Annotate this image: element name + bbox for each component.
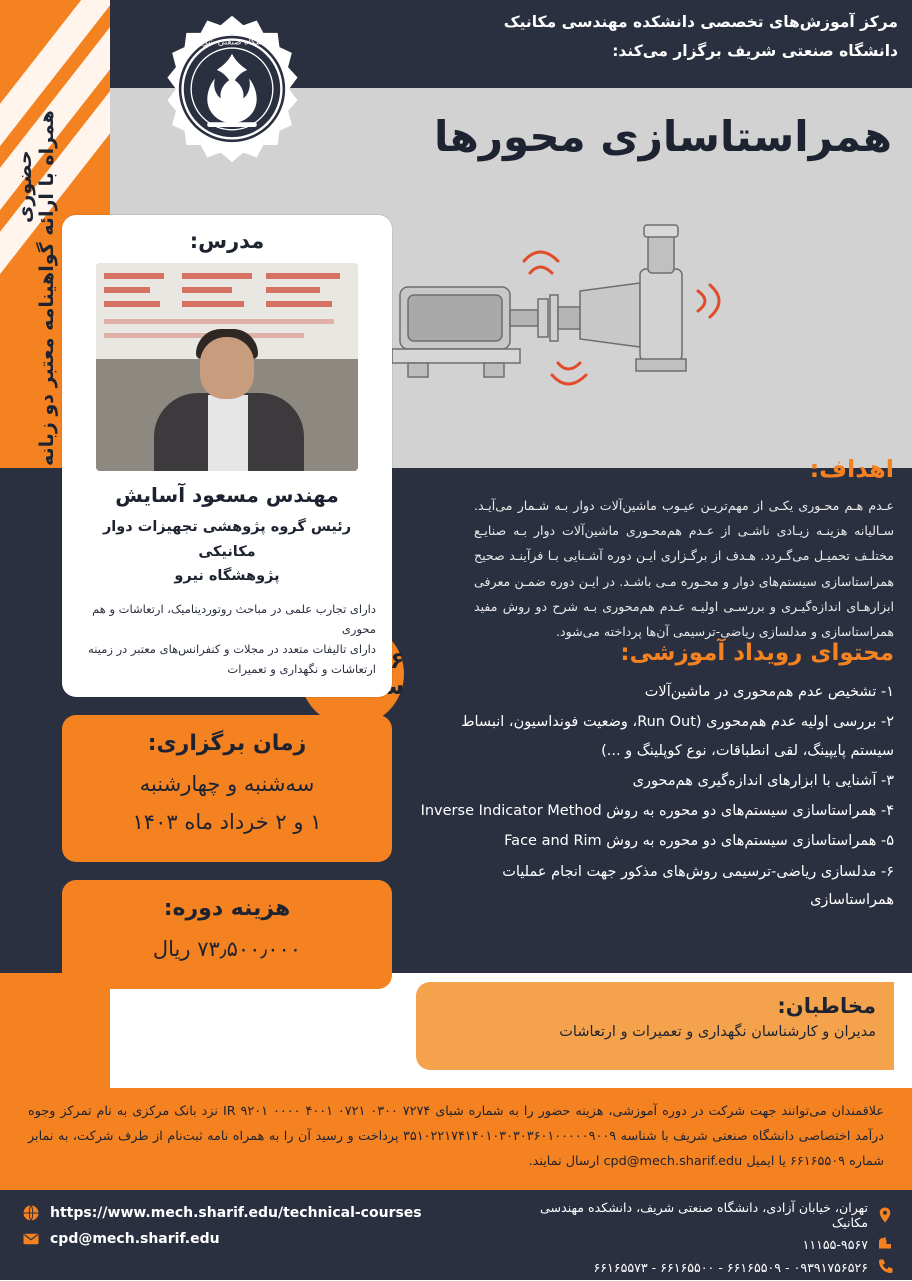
footer-address: تهران، خیابان آزادی، دانشگاه صنعتی شریف، دانشکده مهندسی مکانیک (540, 1200, 868, 1230)
shaft-alignment-illustration-icon (352, 195, 772, 425)
footer-email-row[interactable] (22, 1230, 492, 1248)
footer-phones: ۰۹۳۹۱۷۵۶۵۲۶ - ۶۶۱۶۵۵۰۹ - ۶۶۱۶۵۵۰۰ - ۶۶۱۶۵۵۷۳ (593, 1259, 868, 1275)
strip-text-1: حضوری (14, 150, 36, 223)
header-line-1: مرکز آموزش‌های تخصصی دانشکده مهندسی مکانیک (503, 13, 898, 31)
list-item: ۱- تشخیص عدم هم‌محوری در ماشین‌آلات (644, 684, 894, 700)
footer-bar (0, 1190, 912, 1280)
header-line-2: دانشگاه صنعتی شریف برگزار می‌کند: (612, 41, 898, 60)
list-item: ۶- مدلسازی ریاضی-ترسیمی روش‌های مذکور جهت انجام عملیات همراستاسازی (502, 863, 894, 908)
fee-amount: ۷۳٫۵۰۰٫۰۰۰ ریال (152, 937, 302, 962)
photo-shirt (208, 395, 248, 471)
footer-address-row (514, 1200, 894, 1230)
footer-postal-code: ۱۱۱۵۵-۹۵۶۷ (802, 1236, 868, 1252)
schedule-date: ۱ و ۲ خرداد ماه ۱۴۰۳ (132, 810, 322, 835)
list-item: ۲- بررسی اولیه عدم هم‌محوری (Run Out، وضعیت فونداسیون، انبساط سیستم پایپینگ، لقی انطباقات، نوع کوپلینگ و ...) (461, 714, 894, 759)
payment-paragraph: علاقمندان می‌توانند جهت شرکت در دوره آموزشی، هزینه حضور را به شماره شبای IR ۹۲۰۱ ۰۰۰۰ ۴۰۰۱ ۰۷۲۱ ۰۳۰۰ ۷۲۷۴ نزد بانک مرکزی به نام تمرکز وجوه درآمد اختصاصی دانشگاه صنعتی شریف با شناسه ۳۵۱۰۲۲۱۷۴۱۴۰۱۰۳۰۳۰۳۶۰۱۰۰۰۰۰۹۰۰۹ پرداخت و رسید آن را به همراه نامه ثبت‌نام از طرف شرکت، به نمابر شماره ۶۶۱۶۵۵۰۹ یا ایمیل cpd@mech.sharif.edu ارسال نمایند. (28, 1104, 884, 1169)
mailbox-icon (876, 1235, 894, 1253)
location-pin-icon (876, 1206, 894, 1224)
content-title: محتوای رویداد آموزشی: (620, 640, 894, 666)
instructor-name: مهندس مسعود آسایش (115, 483, 339, 507)
schedule-days: سه‌شنبه و چهارشنبه (139, 772, 315, 797)
svg-text:دانشگاه صنعتی شریف: دانشگاه صنعتی شریف (191, 37, 273, 48)
fee-card (62, 880, 392, 989)
instructor-bullet-1: دارای تجارب علمی در مباحث روتوردینامیک، ارتعاشات و هم محوری (92, 601, 376, 637)
instructor-card (62, 215, 392, 697)
instructor-role-line-1: رئیس گروه پژوهشی تجهیزات دوار مکانیکی (102, 519, 352, 560)
globe-icon (22, 1204, 40, 1222)
instructor-bullets (78, 599, 376, 680)
instructor-bullet-2: دارای تالیفات متعدد در مجلات و کنفرانس‌های معتبر در زمینه ارتعاشات و نگهداری و تعمیرات (88, 642, 376, 677)
payment-info-band (0, 1088, 912, 1190)
fee-label: هزینه دوره: (163, 896, 291, 922)
goals-title: اهداف: (809, 455, 894, 483)
content-list (414, 678, 894, 914)
instructor-photo (96, 263, 358, 471)
sharif-logo (152, 2, 312, 174)
envelope-icon (22, 1230, 40, 1248)
schedule-card (62, 715, 392, 862)
schedule-label: زمان برگزاری: (147, 731, 307, 757)
list-item: ۵- همراستاسازی سیستم‌های دو محوره به روش Face and Rim (504, 833, 894, 850)
instructor-role-line-2: پژوهشگاه نیرو (174, 568, 280, 585)
footer-contact-right (514, 1200, 894, 1281)
strip-text-2: همراه با ارائه گواهینامه معتبر دو زبانه (36, 110, 58, 466)
list-item: ۳- آشنایی با ابزارهای اندازه‌گیری هم‌محوری (632, 772, 894, 789)
footer-contact-left (22, 1204, 492, 1256)
audience-box (416, 982, 894, 1070)
course-content-section (414, 640, 894, 916)
goals-section (474, 455, 894, 644)
footer-postal-row (514, 1235, 894, 1253)
footer-phone-row (514, 1258, 894, 1276)
footer-website-row[interactable] (22, 1204, 492, 1222)
page-title: همراستاسازی محورها (433, 112, 892, 161)
header-text-block (478, 8, 898, 65)
left-column (62, 215, 392, 1007)
footer-email: cpd@mech.sharif.edu (50, 1231, 220, 1247)
photo-head (200, 337, 254, 399)
instructor-label: مدرس: (189, 229, 265, 253)
list-item: ۴- همراستاسازی سیستم‌های دو محوره به روش Inverse Indicator Method (420, 803, 894, 820)
phone-icon (876, 1258, 894, 1276)
goals-body: عـدم هـم محـوری یکـی از مهم‌تریـن عیـوب ماشین‌آلات دوار بـه شـمار می‌آیـد. سـالیانه هزینـه زیـادی ناشـی از عـدم هم‌محـوری ماشین‌آلات دوار بـه صنایـع مختلـف تحمیـل می‌گـردد. هـدف از برگـزاری ایـن دوره آشـنایی بـا فرآینـد صحیح همراستاسازی سیستم‌های دوار و محـوره مـی باشـد. در ایـن دوره ضمـن معرفی ابزارهـای اندازه‌گیـری و بررسـی اولیـه عـدم هم‌محوری بـه شرح دو روش مفید همراستاسازی و مدلسازی ریاضی-ترسیمی آن‌ها پرداخته می‌شود. (474, 498, 894, 639)
audience-title: مخاطبان: (777, 994, 876, 1018)
sharif-university-logo-icon (156, 12, 308, 164)
instructor-role (78, 515, 376, 589)
audience-body: مدیران و کارشناسان نگهداری و تعمیرات و ارتعاشات (559, 1024, 876, 1040)
footer-website: https://www.mech.sharif.edu/technical-courses (50, 1205, 422, 1221)
